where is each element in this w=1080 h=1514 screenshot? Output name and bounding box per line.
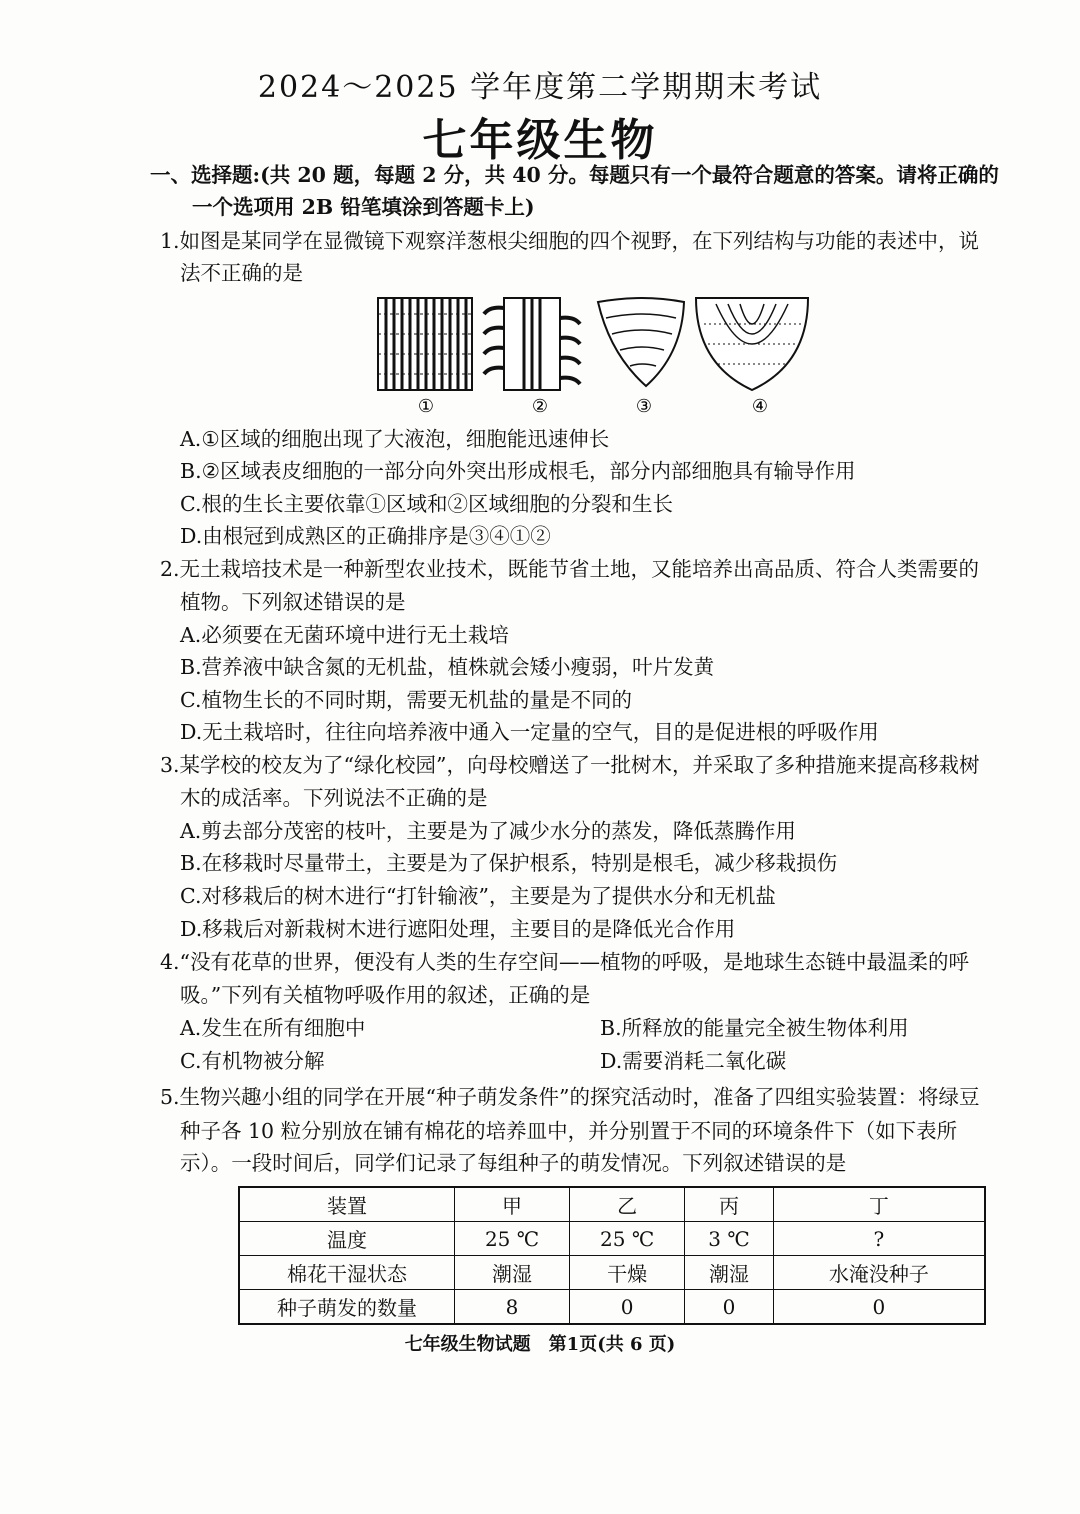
q4-stem-line1: 4.“没有花草的世界，便没有人类的生存空间——植物的呼吸，是地球生态链中最温柔的呼 xyxy=(160,950,970,974)
table-cell: 装置 xyxy=(239,1187,455,1222)
table-cell: 水淹没种子 xyxy=(773,1256,985,1290)
table-cell: 干燥 xyxy=(570,1256,685,1290)
q2-stem-line1: 2.无土栽培技术是一种新型农业技术，既能节省土地，又能培养出高品质、符合人类需要的 xyxy=(160,557,980,581)
table-row-device xyxy=(239,1187,985,1222)
table-cell: 0 xyxy=(685,1290,774,1325)
root-region-1-image xyxy=(378,298,472,390)
q4-option-b: B.所释放的能量完全被生物体利用 xyxy=(600,1016,909,1040)
table-cell: 潮湿 xyxy=(455,1256,570,1290)
q1-stem-line1: 1.如图是某同学在显微镜下观察洋葱根尖细胞的四个视野，在下列结构与功能的表述中，说 xyxy=(160,229,980,253)
q3-option-b: B.在移栽时尽量带土，主要是为了保护根系，特别是根毛，减少移栽损伤 xyxy=(180,851,838,875)
table-cell: 乙 xyxy=(570,1187,685,1222)
table-cell: 棉花干湿状态 xyxy=(239,1256,455,1290)
table-cell: 25 ℃ xyxy=(455,1222,570,1256)
q2-option-b: B.营养液中缺含氮的无机盐，植株就会矮小瘦弱，叶片发黄 xyxy=(180,655,715,679)
table-cell: 甲 xyxy=(455,1187,570,1222)
exam-title: 2024～2025 学年度第二学期期末考试 xyxy=(257,70,823,105)
q1-option-c: C.根的生长主要依靠①区域和②区域细胞的分裂和生长 xyxy=(180,492,673,516)
table-row-moisture xyxy=(239,1256,985,1290)
q2-option-a: A.必须要在无菌环境中进行无土栽培 xyxy=(180,623,509,647)
table-cell: 潮湿 xyxy=(685,1256,774,1290)
q3-option-c: C.对移栽后的树木进行“打针输液”，主要是为了提供水分和无机盐 xyxy=(180,884,776,908)
root-region-4-image xyxy=(696,298,808,390)
q4-option-a: A.发生在所有细胞中 xyxy=(180,1016,366,1040)
q4-stem-line2: 吸。”下列有关植物呼吸作用的叙述，正确的是 xyxy=(180,983,591,1007)
table-row-germination xyxy=(239,1290,985,1325)
table-cell: 0 xyxy=(773,1290,985,1325)
q3-stem-line2: 木的成活率。下列说法不正确的是 xyxy=(180,786,488,810)
figure-label-3: ③ xyxy=(635,396,653,414)
q5-stem-line2: 种子各 10 粒分别放在铺有棉花的培养皿中，并分别置于不同的环境条件下（如下表所 xyxy=(180,1119,958,1143)
table-cell: 温度 xyxy=(239,1222,455,1256)
table-cell: ? xyxy=(773,1222,985,1256)
q2-option-c: C.植物生长的不同时期，需要无机盐的量是不同的 xyxy=(180,688,632,712)
figure-label-2: ② xyxy=(531,396,549,414)
q1-option-d: D.由根冠到成熟区的正确排序是③④①② xyxy=(180,524,551,548)
subject-title: 七年级生物 xyxy=(422,115,658,166)
section-instruction-line2: 一个选项用 2B 铅笔填涂到答题卡上) xyxy=(192,195,535,219)
root-tip-figure xyxy=(376,294,816,414)
table-cell: 3 ℃ xyxy=(685,1222,774,1256)
q5-stem-line1: 5.生物兴趣小组的同学在开展“种子萌发条件”的探究活动时，准备了四组实验装置：将绿豆 xyxy=(160,1085,980,1109)
table-cell: 25 ℃ xyxy=(570,1222,685,1256)
table-cell: 丁 xyxy=(773,1187,985,1222)
table-cell: 丙 xyxy=(685,1187,774,1222)
q2-stem-line2: 植物。下列叙述错误的是 xyxy=(180,590,406,614)
table-cell: 种子萌发的数量 xyxy=(239,1290,455,1325)
root-region-3-image xyxy=(598,298,684,386)
q1-option-b: B.②区域表皮细胞的一部分向外突出形成根毛，部分内部细胞具有输导作用 xyxy=(180,459,856,483)
section-instruction-line1: 一、选择题:(共 20 题，每题 2 分，共 40 分。每题只有一个最符合题意的答案。请将正确的 xyxy=(150,163,999,187)
q1-stem-line2: 法不正确的是 xyxy=(180,261,303,285)
table-cell: 0 xyxy=(570,1290,685,1325)
q3-stem-line1: 3.某学校的校友为了“绿化校园”，向母校赠送了一批树木，并采取了多种措施来提高移栽树 xyxy=(160,753,980,777)
q4-option-d: D.需要消耗二氧化碳 xyxy=(600,1049,787,1073)
table-cell: 8 xyxy=(455,1290,570,1325)
page-footer: 七年级生物试题 第1页(共 6 页) xyxy=(404,1334,676,1355)
q3-option-a: A.剪去部分茂密的枝叶，主要是为了减少水分的蒸发，降低蒸腾作用 xyxy=(180,819,796,843)
figure-label-1: ① xyxy=(417,396,435,414)
table-row-temperature xyxy=(239,1222,985,1256)
q2-option-d: D.无土栽培时，往往向培养液中通入一定量的空气，目的是促进根的呼吸作用 xyxy=(180,720,879,744)
q4-option-c: C.有机物被分解 xyxy=(180,1049,325,1073)
q1-option-a: A.①区域的细胞出现了大液泡，细胞能迅速伸长 xyxy=(180,427,610,451)
q5-data-table xyxy=(238,1186,986,1325)
q5-stem-line3: 示）。一段时间后，同学们记录了每组种子的萌发情况。下列叙述错误的是 xyxy=(180,1151,847,1175)
figure-label-4: ④ xyxy=(751,396,769,414)
q3-option-d: D.移栽后对新栽树木进行遮阳处理，主要目的是降低光合作用 xyxy=(180,917,736,941)
root-region-2-image xyxy=(484,298,580,390)
